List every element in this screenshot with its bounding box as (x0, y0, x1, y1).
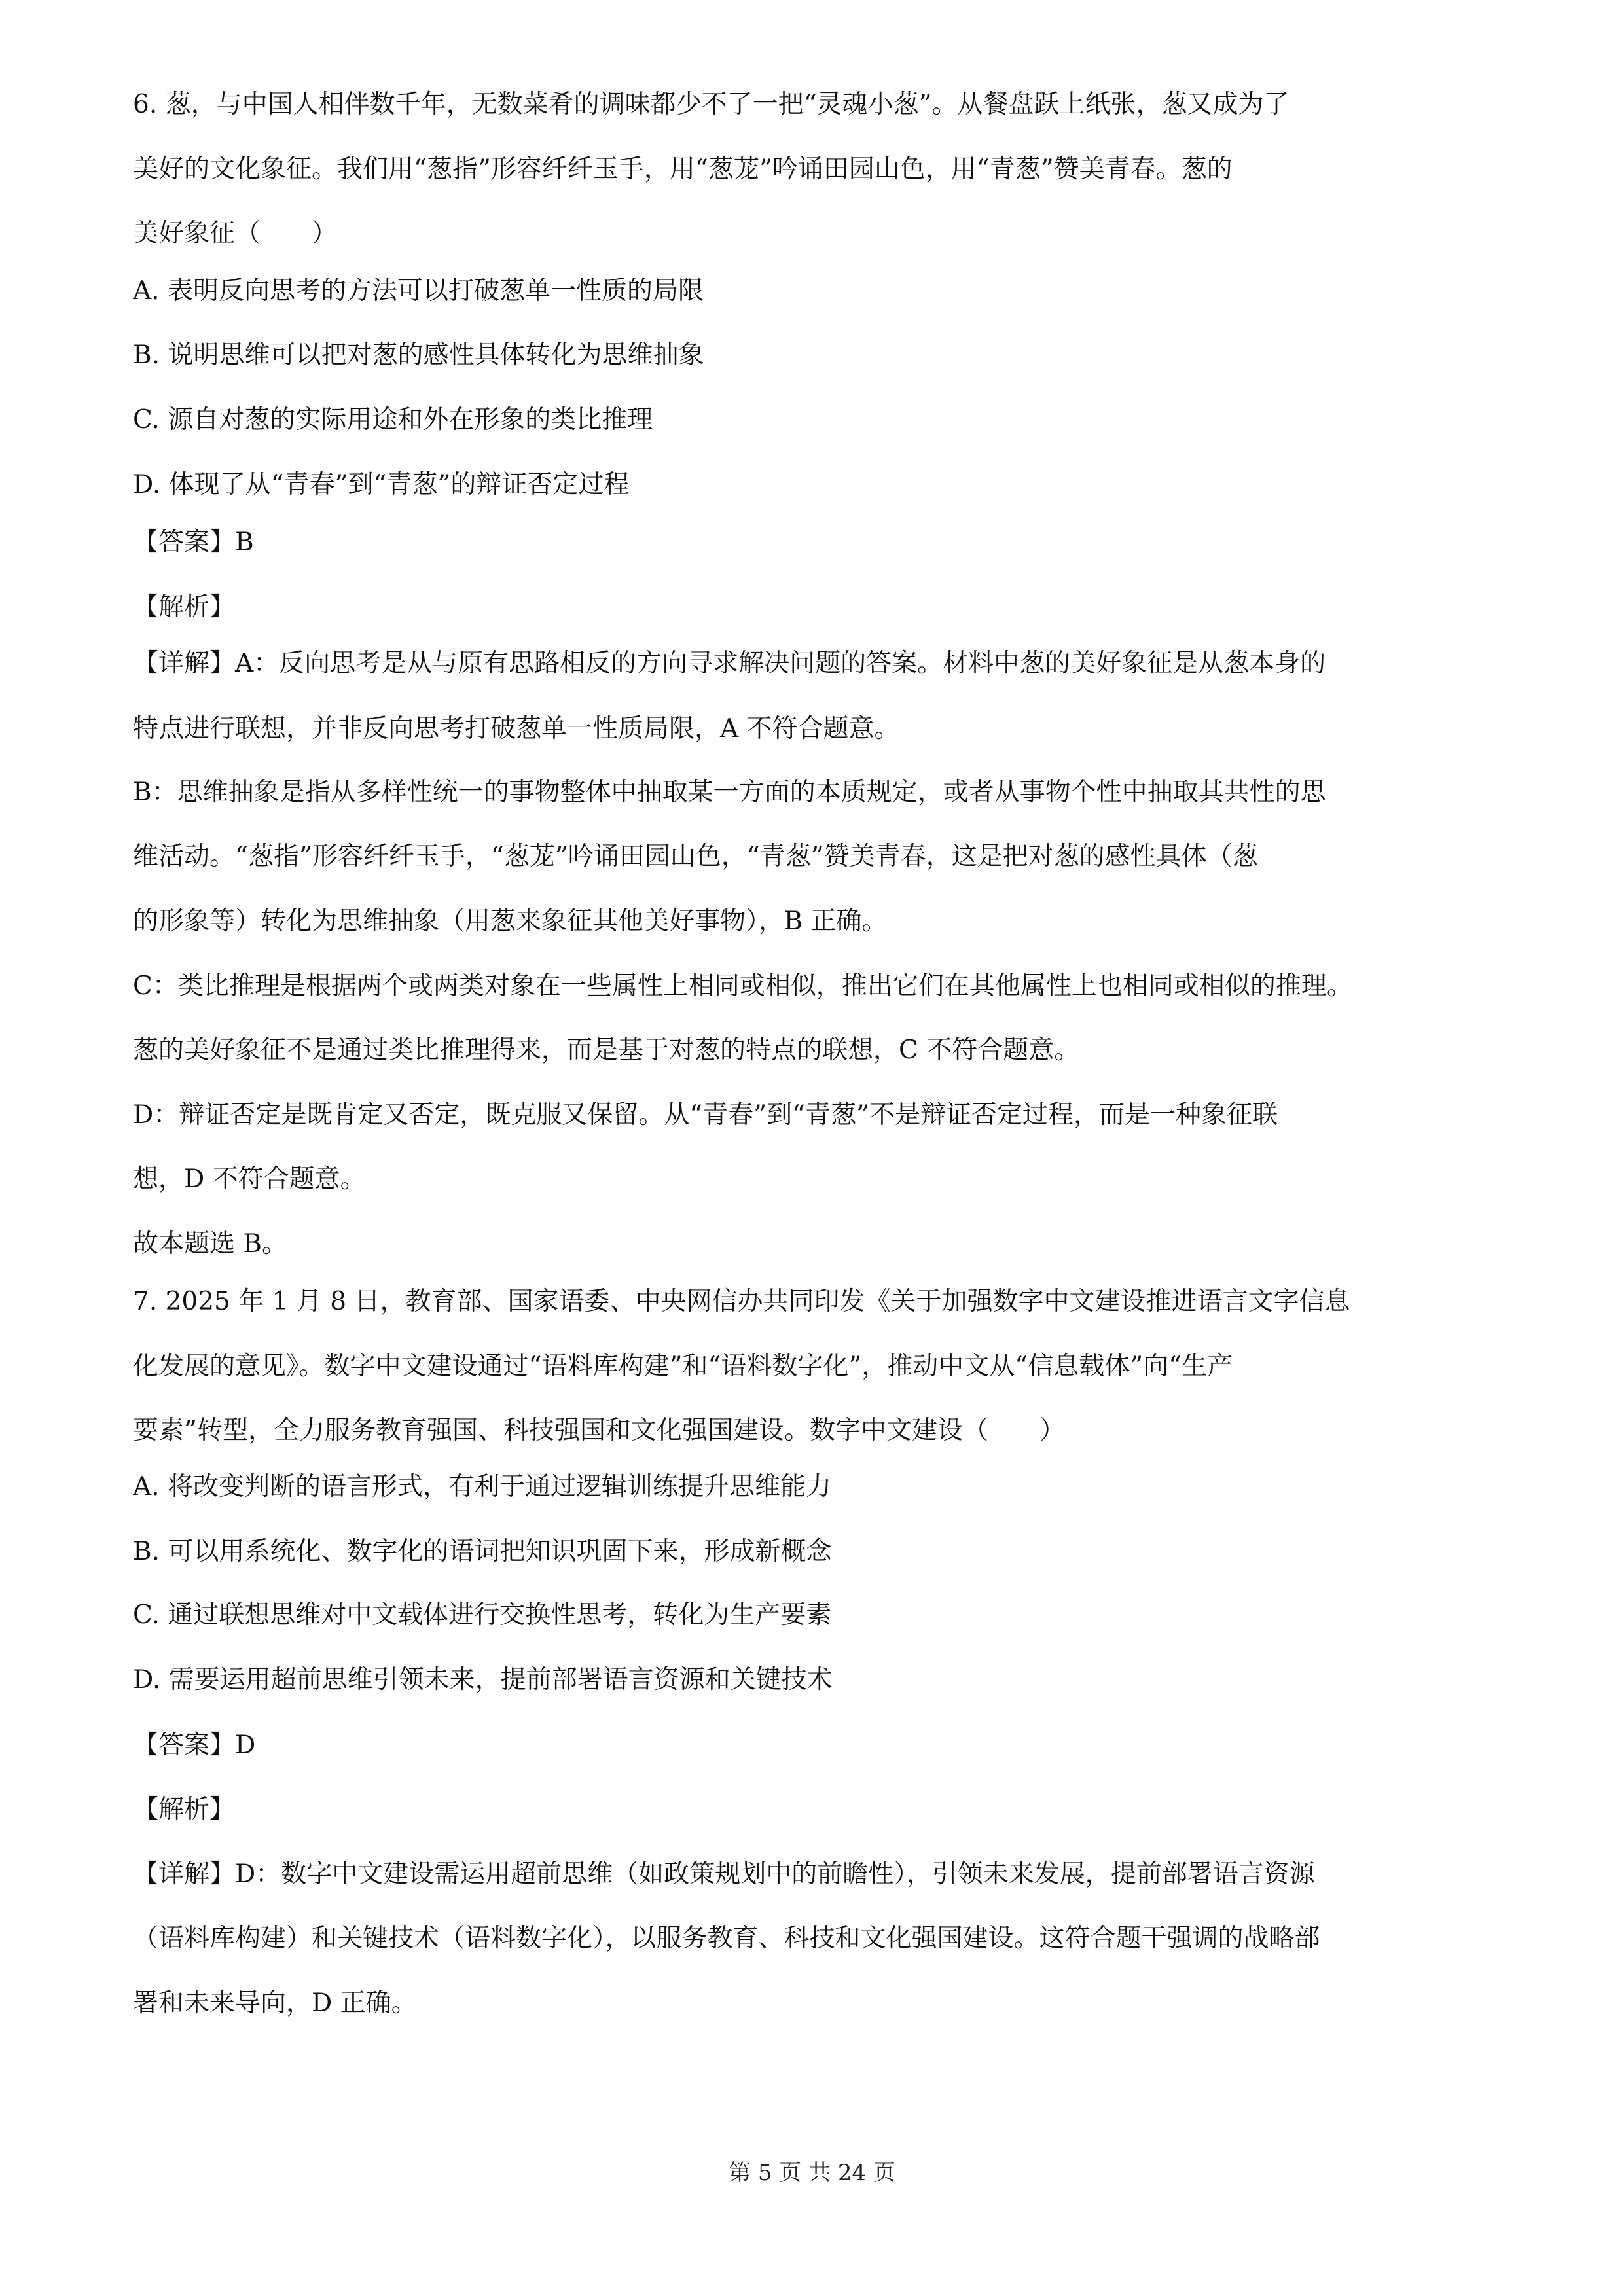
q6-detail-line: 的形象等）转化为思维抽象（用葱来象征其他美好事物），B 正确。 (133, 906, 888, 936)
q6-stem-line: 美好象征（ ） (133, 219, 338, 248)
q6-detail-line: D：辩证否定是既肯定又否定，既克服又保留。从“青春”到“青葱”不是辩证否定过程，而是一种象征联 (133, 1100, 1278, 1130)
page-number-footer: 第 5 页 共 24 页 (729, 2160, 895, 2186)
q7-stem-line: 7. 2025 年 1 月 8 日，教育部、国家语委、中央网信办共同印发《关于加强数字中文建设推进语言文字信息 (133, 1287, 1350, 1316)
q6-detail-line: B：思维抽象是指从多样性统一的事物整体中抽取某一方面的本质规定，或者从事物个性中抽取其共性的思 (133, 778, 1326, 807)
q6-option-b: B. 说明思维可以把对葱的感性具体转化为思维抽象 (133, 340, 704, 370)
q6-detail-line: 想，D 不符合题意。 (133, 1164, 366, 1194)
q7-option-d: D. 需要运用超前思维引领未来，提前部署语言资源和关键技术 (133, 1665, 833, 1695)
q7-detail-line: 署和未来导向，D 正确。 (133, 1988, 417, 2018)
q6-answer: 【答案】B (133, 528, 254, 557)
q6-detail-line: 葱的美好象征不是通过类比推理得来，而是基于对葱的特点的联想，C 不符合题意。 (133, 1035, 1080, 1065)
q6-analysis-title: 【解析】 (133, 592, 236, 622)
q6-conclusion: 故本题选 B。 (133, 1229, 288, 1259)
q7-option-b: B. 可以用系统化、数字化的语词把知识巩固下来，形成新概念 (133, 1537, 832, 1566)
q7-detail-line: 【详解】D：数字中文建设需运用超前思维（如政策规划中的前瞻性），引领未来发展，提前部署语言资源 (133, 1859, 1315, 1889)
q6-option-d: D. 体现了从“青春”到“青葱”的辩证否定过程 (133, 470, 630, 499)
q7-stem-line: 要素”转型，全力服务教育强国、科技强国和文化强国建设。数字中文建设（ ） (133, 1416, 1065, 1445)
q6-detail-line: 特点进行联想，并非反向思考打破葱单一性质局限，A 不符合题意。 (133, 714, 900, 744)
q7-option-a: A. 将改变判断的语言形式，有利于通过逻辑训练提升思维能力 (133, 1472, 831, 1501)
q7-answer: 【答案】D (133, 1731, 256, 1760)
q6-option-c: C. 源自对葱的实际用途和外在形象的类比推理 (133, 405, 653, 435)
q7-analysis-title: 【解析】 (133, 1795, 236, 1824)
q7-stem-line: 化发展的意见》。数字中文建设通过“语料库构建”和“语料数字化”，推动中文从“信息载体”向“生产 (133, 1352, 1233, 1381)
q7-option-c: C. 通过联想思维对中文载体进行交换性思考，转化为生产要素 (133, 1600, 832, 1630)
q6-stem-line: 美好的文化象征。我们用“葱指”形容纤纤玉手，用“葱茏”吟诵田园山色，用“青葱”赞美青春。葱的 (133, 154, 1233, 184)
q7-detail-line: （语料库构建）和关键技术（语料数字化），以服务教育、科技和文化强国建设。这符合题干强调的战略部 (133, 1924, 1320, 1953)
q6-stem-line: 6. 葱，与中国人相伴数千年，无数菜肴的调味都少不了一把“灵魂小葱”。从餐盘跃上纸张，葱又成为了 (133, 90, 1290, 119)
q6-detail-line: C：类比推理是根据两个或两类对象在一些属性上相同或相似，推出它们在其他属性上也相同或相似的推理。 (133, 971, 1352, 1001)
q6-option-a: A. 表明反向思考的方法可以打破葱单一性质的局限 (133, 276, 704, 306)
q6-detail-line: 【详解】A：反向思考是从与原有思路相反的方向寻求解决问题的答案。材料中葱的美好象征是从葱本身的 (133, 649, 1326, 678)
q6-detail-line: 维活动。“葱指”形容纤纤玉手，“葱茏”吟诵田园山色，“青葱”赞美青春，这是把对葱的感性具体（葱 (133, 842, 1258, 871)
